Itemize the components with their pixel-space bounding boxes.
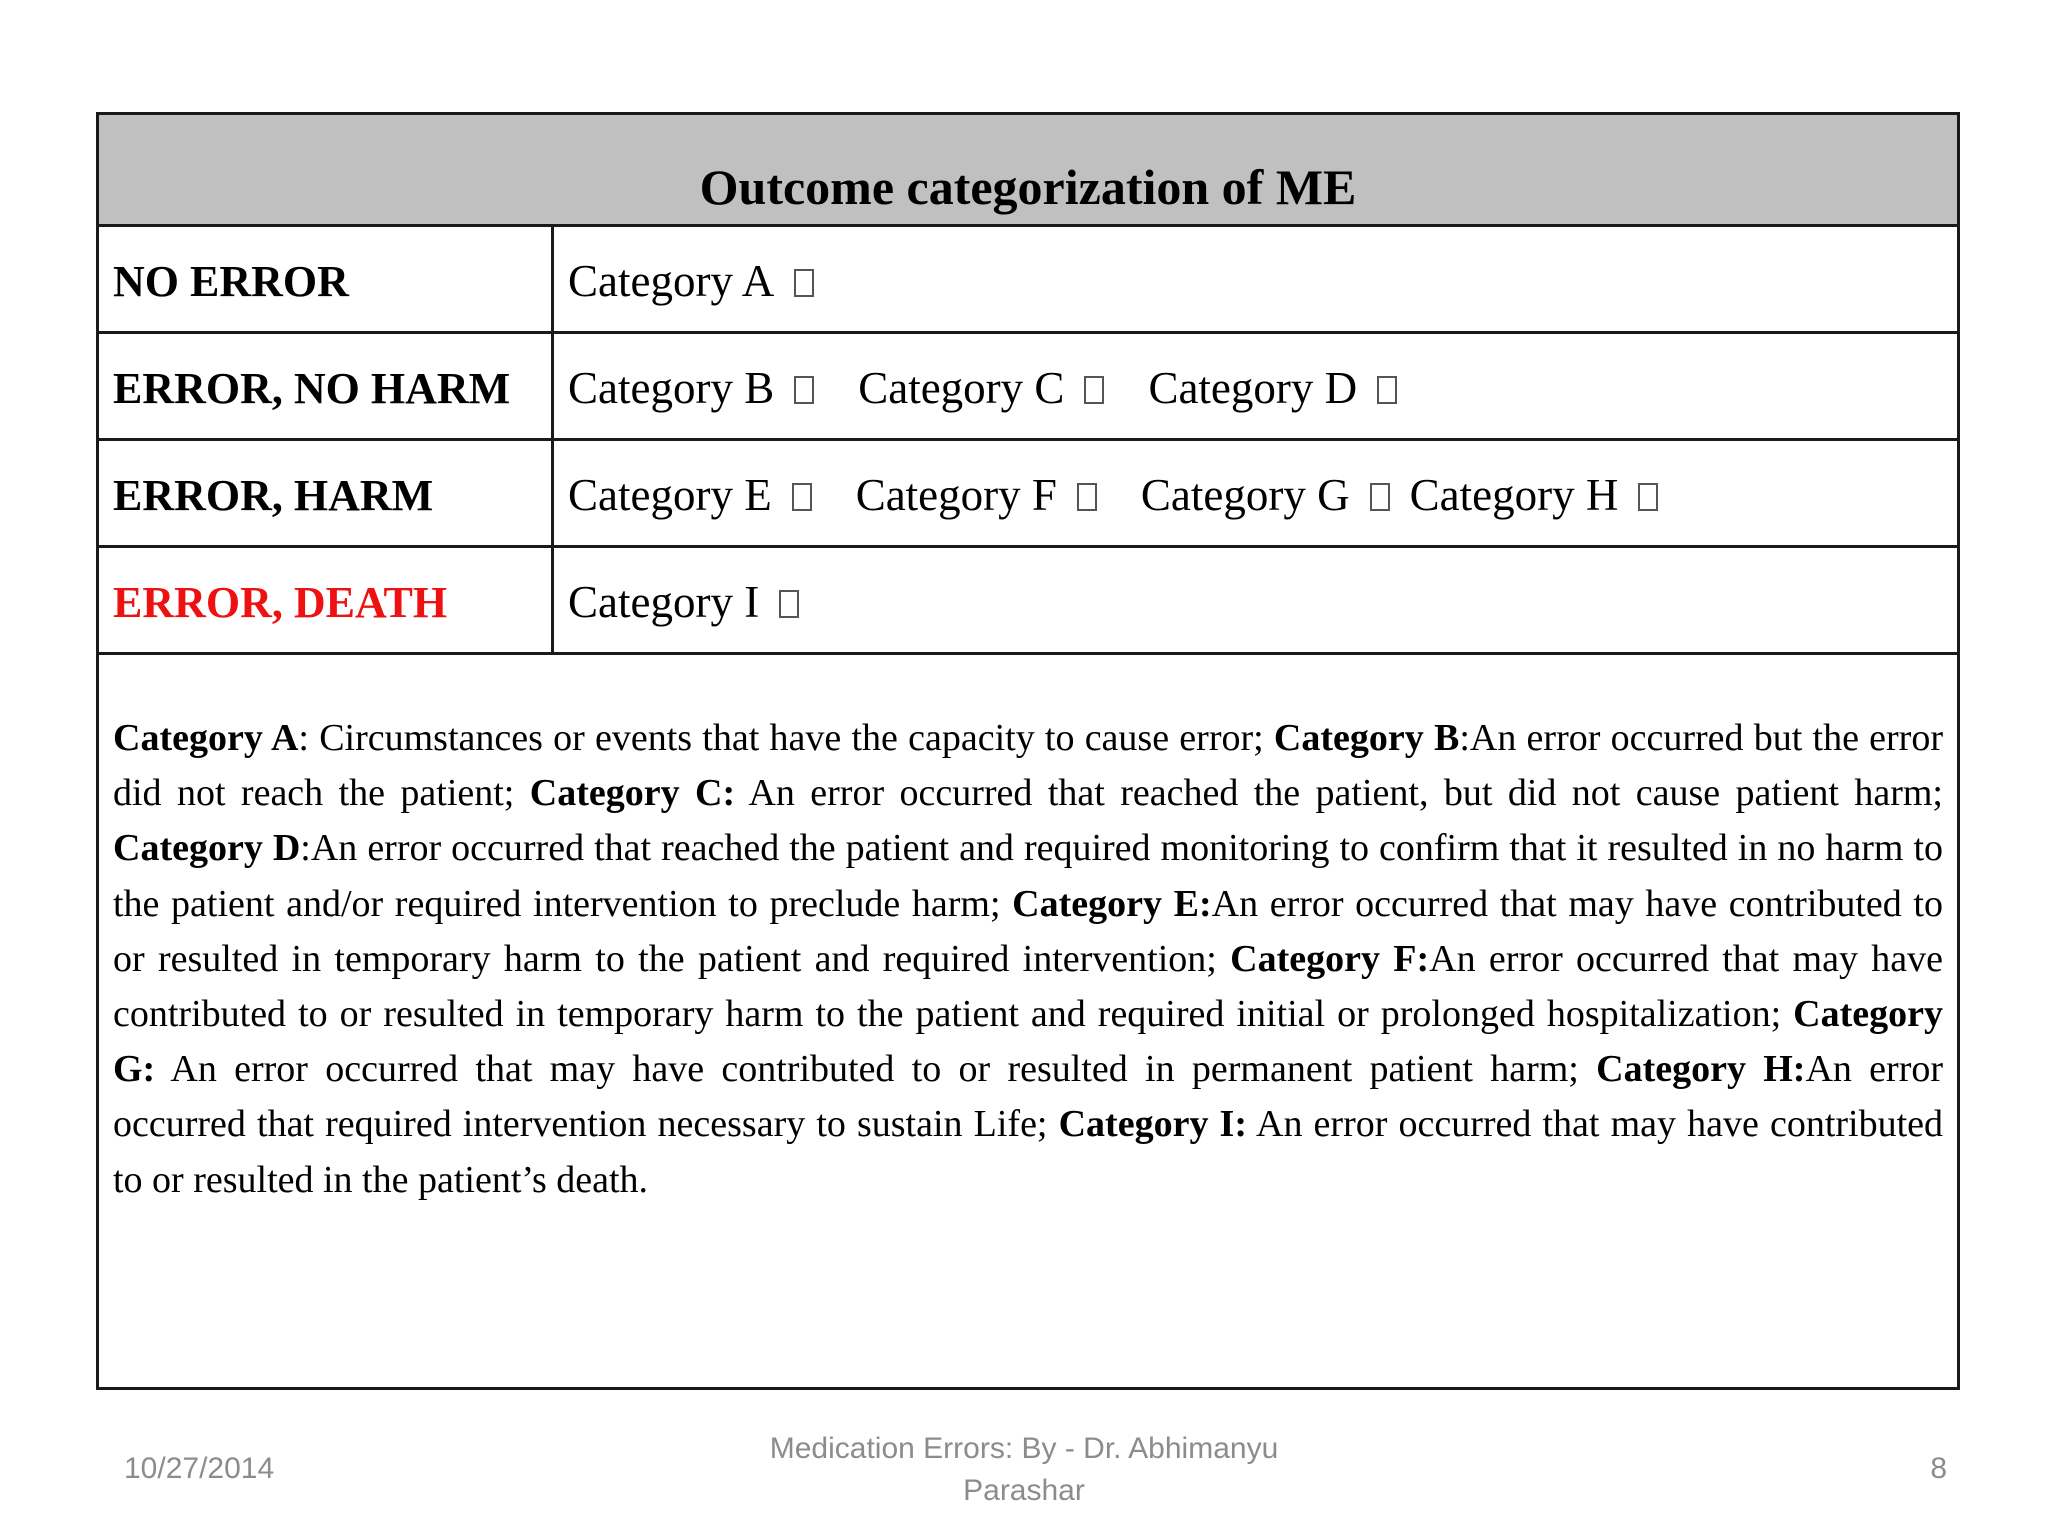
definition-term: Category I: xyxy=(1058,1103,1247,1146)
checkbox-glyph-icon xyxy=(794,376,814,404)
row-label: ERROR, DEATH xyxy=(99,548,554,652)
category-label: Category A xyxy=(568,256,775,306)
checkbox-glyph-icon xyxy=(1377,376,1397,404)
table-title: Outcome categorization of ME xyxy=(699,159,1357,215)
definition-text: An error occurred that reached the patient, but did not cause patient harm; xyxy=(735,772,1943,815)
category-item xyxy=(568,362,814,414)
category-item xyxy=(858,362,1104,414)
definition-item xyxy=(113,717,1274,759)
checkbox-glyph-icon xyxy=(794,269,814,297)
category-item xyxy=(1141,469,1390,521)
definition-text: An error occurred that required intervention necessary to sustain Life; xyxy=(113,1048,1944,1146)
category-label: Category I xyxy=(568,577,760,627)
checkbox-glyph-icon xyxy=(779,590,799,618)
category-item xyxy=(568,576,799,628)
definition-separator: : xyxy=(300,827,311,870)
checkbox-glyph-icon xyxy=(1077,483,1097,511)
definition-separator: : xyxy=(298,717,309,759)
footer-author xyxy=(724,1428,1324,1512)
definition-text: An error occurred that may have contributed to or resulted in permanent patient harm; xyxy=(155,1048,1597,1091)
checkbox-glyph-icon xyxy=(1084,376,1104,404)
table-row xyxy=(99,441,1957,548)
definition-separator: : xyxy=(1459,717,1470,759)
definition-item xyxy=(530,772,1943,814)
category-label: Category E xyxy=(568,470,772,520)
checkbox-glyph-icon xyxy=(1638,483,1658,511)
definition-text: An error occurred that may have contributed to or resulted in temporary harm to the patient and required initial or prolonged hospitalization; xyxy=(113,937,1944,1036)
definition-text: An error occurred that reached the patient and required monitoring to confirm that it resulted in no harm to the patient and/or required intervention to preclude harm; xyxy=(113,827,1943,925)
table-row xyxy=(99,334,1957,441)
definition-term: Category D xyxy=(113,827,301,870)
table-header xyxy=(99,115,1957,227)
category-item xyxy=(568,469,812,521)
category-label: Category G xyxy=(1140,470,1350,520)
checkbox-glyph-icon xyxy=(792,483,812,511)
row-categories xyxy=(554,334,1957,438)
slide-number: 8 xyxy=(1930,1452,1947,1485)
definition-text: Circumstances or events that have the capacity to cause error; xyxy=(308,717,1274,759)
category-item xyxy=(856,469,1097,521)
table-row xyxy=(99,548,1957,655)
category-item xyxy=(568,255,814,307)
category-definitions xyxy=(99,655,1957,1208)
category-label: Category D xyxy=(1148,363,1358,413)
row-label: NO ERROR xyxy=(99,227,554,331)
definition-term: Category E: xyxy=(1012,882,1212,925)
category-label: Category B xyxy=(568,363,775,413)
definition-text: An error occurred that may have contributed to or resulted in the patient’s death. xyxy=(113,1103,1944,1201)
checkbox-glyph-icon xyxy=(1370,483,1390,511)
footer-author-line: Parashar xyxy=(963,1474,1085,1507)
table-row xyxy=(99,227,1957,334)
definition-term: Category G: xyxy=(113,993,1943,1091)
category-label: Category F xyxy=(855,470,1057,520)
row-label: ERROR, HARM xyxy=(99,441,554,545)
category-item xyxy=(1148,362,1397,414)
row-categories xyxy=(554,548,1957,652)
definition-term: Category C: xyxy=(529,772,736,815)
row-label: ERROR, NO HARM xyxy=(99,334,554,438)
row-categories xyxy=(554,441,1957,545)
outcome-table xyxy=(96,112,1960,1390)
definition-term: Category H: xyxy=(1596,1048,1806,1091)
definition-text: An error occurred but the error did not reach the patient; xyxy=(113,717,1943,815)
definition-term: Category F: xyxy=(1230,937,1430,980)
category-item xyxy=(1410,469,1659,521)
footer-date: 10/27/2014 xyxy=(124,1452,275,1485)
definition-term: Category B xyxy=(1273,717,1460,759)
category-label: Category H xyxy=(1409,470,1619,520)
definition-term: Category A xyxy=(113,717,299,759)
row-categories xyxy=(554,227,1957,331)
definition-text: An error occurred that may have contributed to or resulted in temporary harm to the patient and required intervention; xyxy=(113,882,1943,980)
category-label: Category C xyxy=(858,363,1065,413)
footer-author-line: Medication Errors: By - Dr. Abhimanyu xyxy=(769,1432,1279,1465)
